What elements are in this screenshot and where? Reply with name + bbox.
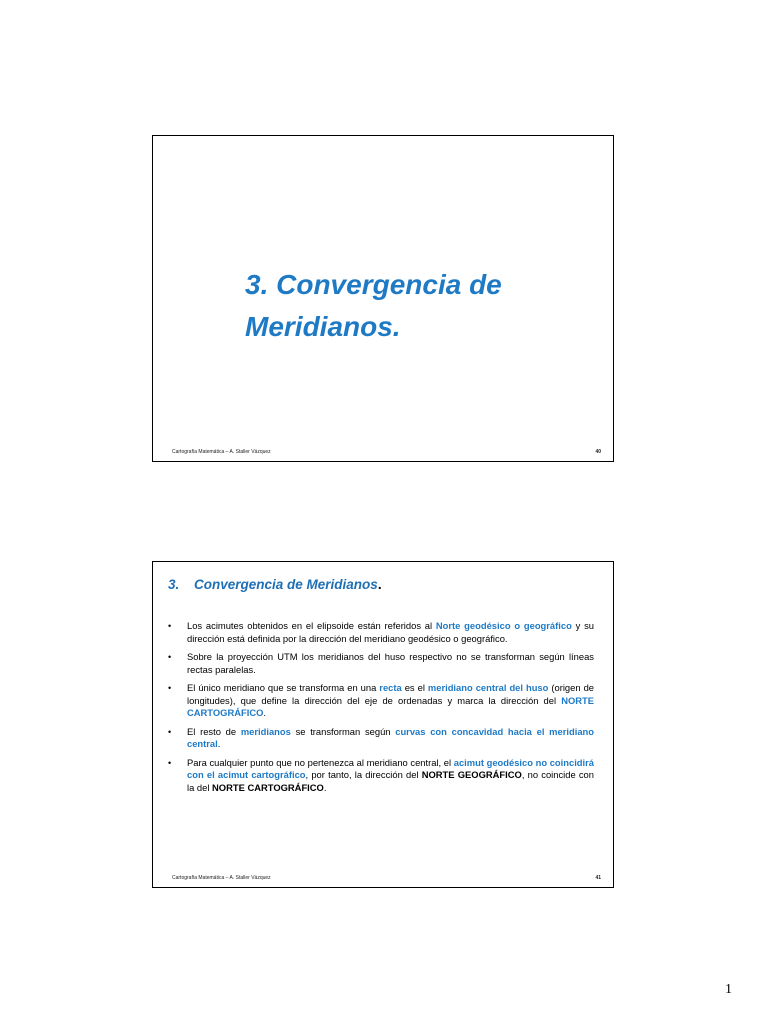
list-item (168, 651, 594, 676)
list-item (168, 757, 594, 795)
heading-period: . (377, 577, 382, 592)
slide-number: 40 (595, 449, 601, 455)
text-run: Para cualquier punto que no pertenezca al meridiano central, el (187, 756, 454, 768)
text-run: Sobre la proyección UTM los meridianos del huso respectivo no se transforman según líneas rectas paralelas. (187, 651, 594, 675)
slide-footer (172, 875, 601, 881)
bullet-text (187, 651, 594, 676)
bullet-text (187, 726, 594, 751)
bullet-text (187, 757, 594, 795)
highlight-term: meridianos (240, 725, 291, 737)
highlight-term: curvas con concavidad hacia el meridiano central (187, 725, 594, 749)
slide-footer (172, 449, 601, 455)
highlight-term: recta (379, 682, 402, 693)
page-number: 1 (725, 982, 732, 997)
text-run: . (323, 781, 327, 793)
slide-41 (152, 561, 614, 888)
bullet-icon: • (168, 652, 172, 662)
bold-term: NORTE GEOGRÁFICO (421, 769, 522, 780)
slide-number: 41 (595, 875, 601, 881)
text-run: se transforman según (290, 725, 396, 737)
heading-text-main: Convergencia de Meridianos (194, 577, 378, 592)
text-run: El resto de (187, 725, 241, 737)
heading-text (194, 576, 382, 594)
text-run: (origen de longitudes), que define la dirección del eje de ordenadas y marca la dirección del (187, 682, 594, 706)
text-run: es el (401, 682, 428, 693)
bullet-text (187, 682, 594, 720)
text-run: , no coincide con la del (187, 769, 594, 793)
list-item (168, 620, 594, 645)
highlight-term: acimut geodésico no coincidirá con el acimut cartográfico (187, 756, 594, 780)
bullet-text (187, 620, 594, 645)
text-run: El único meridiano que se transforma en una (187, 682, 380, 693)
text-run: . (217, 738, 221, 749)
bullet-icon: • (168, 683, 172, 693)
bullet-icon: • (168, 621, 172, 631)
bullet-icon: • (168, 757, 172, 768)
footer-author: Cartografía Matemática – A. Staller Vázquez (172, 449, 271, 455)
slide-heading (168, 576, 601, 594)
highlight-term: Norte geodésico o geográfico (435, 620, 572, 631)
highlight-term: NORTE CARTOGRÁFICO (187, 694, 594, 718)
bullet-icon: • (168, 726, 172, 737)
heading-number: 3. (168, 577, 180, 592)
list-item (168, 726, 594, 751)
slide-40 (152, 135, 614, 462)
text-run: y su dirección está definida por la dirección del meridiano geodésico o geográfico. (187, 620, 594, 644)
text-run: . (263, 707, 266, 718)
text-run: , por tanto, la dirección del (305, 769, 422, 780)
slide-title (245, 264, 585, 348)
bold-term: NORTE CARTOGRÁFICO (212, 781, 324, 793)
highlight-term: meridiano central del huso (427, 682, 549, 693)
footer-author: Cartografía Matemática – A. Staller Vázquez (172, 875, 271, 881)
text-run: Los acimutes obtenidos en el elipsoide están referidos al (187, 620, 436, 631)
bullet-list (168, 620, 594, 800)
slide-title-line-1: 3. Convergencia de (245, 269, 502, 300)
list-item (168, 682, 594, 720)
slide-title-line-2: Meridianos. (245, 311, 401, 342)
